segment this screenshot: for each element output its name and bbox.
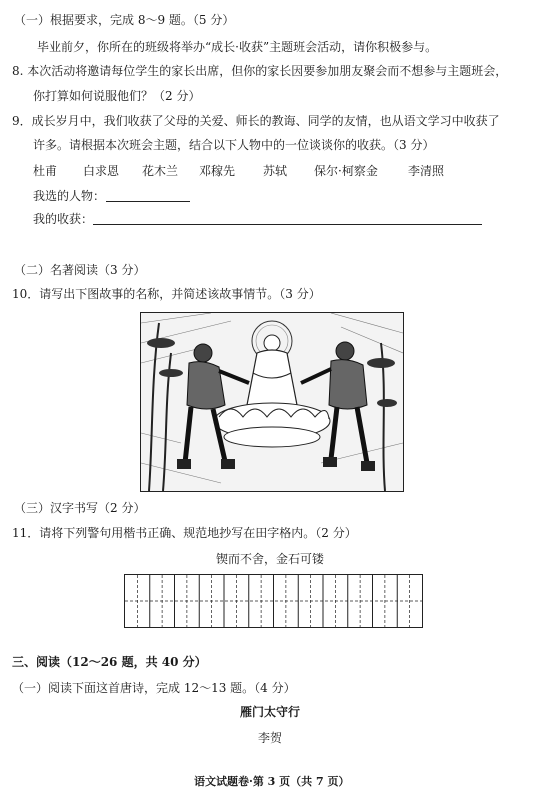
q11-text: 11．请将下列警句用楷书正确、规范地抄写在田字格内。（2 分）: [12, 526, 357, 540]
person-name: 李清照: [408, 164, 445, 178]
poem-title: 雁门太守行: [240, 705, 301, 719]
reading-sub1-heading: （一）阅读下面这首唐诗，完成 12～13 题。（4 分）: [12, 681, 296, 695]
person-name: 白求恩: [83, 164, 120, 178]
person-name: 苏轼: [263, 164, 288, 178]
motto-text: 锲而不舍，金石可镂: [216, 552, 325, 566]
person-name: 邓稼先: [199, 164, 236, 178]
harvest-blank[interactable]: [93, 224, 482, 225]
section2-heading: （二）名著阅读（3 分）: [14, 263, 146, 277]
part3-heading: 三、阅读（12～26 题，共 40 分）: [12, 655, 207, 669]
story-illustration-drawing: [141, 313, 403, 491]
q9-text-line1: 9．成长岁月中，我们收获了父母的关爱、师长的教诲、同学的友情，也从语文学习中收获了: [12, 114, 500, 128]
story-illustration: [140, 312, 404, 492]
section1-intro: 毕业前夕，你所在的班级将举办“成长·收获”主题班会活动，请你积极参与。: [37, 40, 438, 54]
q8-text-line1: 8. 本次活动将邀请每位学生的家长出席，但你的家长因要参加朋友聚会而不想参与主题班会，: [12, 64, 508, 78]
chosen-person-label: 我选的人物：: [33, 189, 106, 203]
harvest-label: 我的收获：: [33, 212, 94, 226]
person-name: 保尔·柯察金: [314, 164, 378, 178]
poem-author: 李贺: [258, 731, 283, 745]
page-footer: 语文试题卷·第 3 页（共 7 页）: [194, 775, 350, 788]
chosen-person-blank[interactable]: [106, 201, 190, 202]
q9-text-line2: 许多。请根据本次班会主题，结合以下人物中的一位谈谈你的收获。（3 分）: [33, 138, 435, 152]
section1-heading: （一）根据要求，完成 8～9 题。（5 分）: [14, 13, 235, 27]
tianzige-grid-lines: [125, 575, 422, 627]
q8-text-line2: 你打算如何说服他们？（2 分）: [33, 89, 201, 103]
q10-text: 10．请写出下图故事的名称，并简述该故事情节。（3 分）: [12, 287, 321, 301]
person-name: 杜甫: [33, 164, 58, 178]
person-name: 花木兰: [142, 164, 179, 178]
section3-heading: （三）汉字书写（2 分）: [14, 501, 146, 515]
tianzige-grid[interactable]: [124, 574, 423, 628]
